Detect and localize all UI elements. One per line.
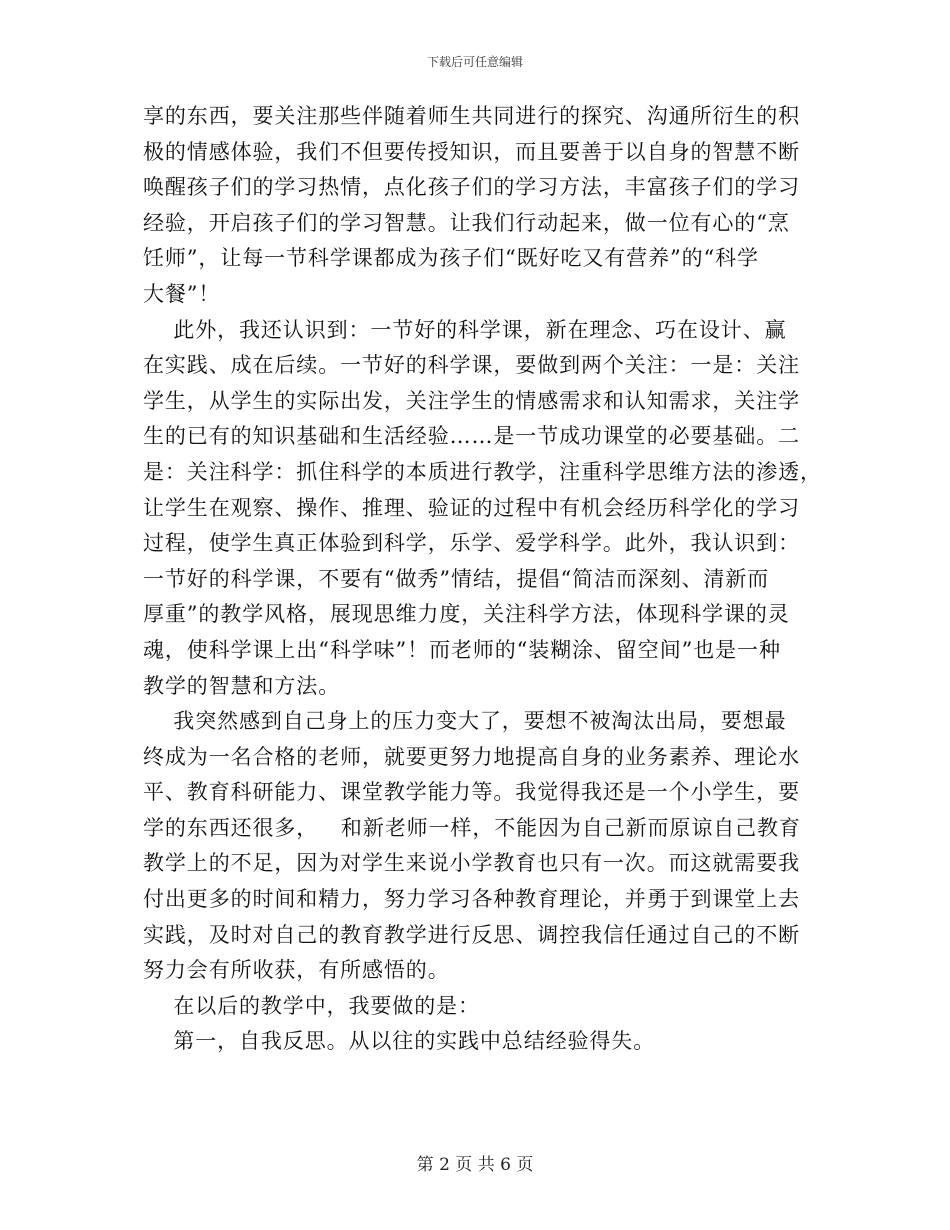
text-line: 在以后的教学中，我要做的是： [143, 993, 480, 1018]
document-body [143, 99, 822, 1060]
text-line: 厚重”的教学风格，展现思维力度，关注科学方法，体现科学课的灵 [143, 602, 790, 627]
text-line: 极的情感体验，我们不但要传授知识，而且要善于以自身的智慧不断 [143, 139, 800, 164]
text-line: 第一，自我反思。从以往的实践中总结经验得失。 [143, 1029, 656, 1054]
text-line: 教学的智慧和方法。 [143, 673, 341, 698]
page-header: 下载后可任意编辑 [426, 55, 523, 69]
text-line: 实践，及时对自己的教育教学进行反思、调控我信任通过自己的不断 [143, 922, 800, 947]
text-line: 是：关注科学：抓住科学的本质进行教学，注重科学思维方法的渗透， [143, 459, 822, 484]
text-line: 终成为一名合格的老师，就要更努力地提高自身的业务素养、理论水 [143, 744, 800, 769]
text-line: 过程，使学生真正体验到科学，乐学、爱学科学。此外，我认识到： [143, 531, 800, 556]
text-line: 学的东西还很多， 和新老师一样，不能因为自己新而原谅自己教育 [143, 815, 801, 840]
text-line: 我突然感到自己身上的压力变大了，要想不被淘汰出局，要想最 [143, 709, 787, 734]
text-line: 教学上的不足，因为对学生来说小学教育也只有一次。而这就需要我 [143, 851, 800, 876]
text-line: 一节好的科学课，不要有“做秀”情结，提倡“简洁而深刻、清新而 [143, 566, 770, 591]
page-footer: 第 2 页 共 6 页 [416, 1155, 534, 1175]
text-line: 平、教育科研能力、课堂教学能力等。我觉得我还是一个小学生，要 [143, 780, 800, 805]
text-line: 在实践、成在后续。一节好的科学课，要做到两个关注：一是：关注 [143, 353, 800, 378]
text-line: 唤醒孩子们的学习热情，点化孩子们的学习方法，丰富孩子们的学习 [143, 175, 800, 200]
text-line: 魂，使科学课上出“科学味”！而老师的“装糊涂、留空间”也是一种 [143, 637, 781, 662]
text-line: 付出更多的时间和精力，努力学习各种教育理论，并勇于到课堂上去 [143, 887, 800, 912]
text-line: 生的已有的知识基础和生活经验……是一节成功课堂的必要基础。二 [143, 424, 800, 449]
text-line: 大餐”！ [143, 281, 221, 306]
text-line: 让学生在观察、操作、推理、验证的过程中有机会经历科学化的学习 [143, 495, 800, 520]
text-line: 经验，开启孩子们的学习智慧。让我们行动起来，做一位有心的“烹 [143, 210, 790, 235]
text-line: 此外，我还认识到：一节好的科学课，新在理念、巧在设计、赢 [143, 317, 787, 342]
text-line: 学生，从学生的实际出发，关注学生的情感需求和认知需求，关注学 [143, 388, 800, 413]
text-line: 享的东西，要关注那些伴随着师生共同进行的探究、沟通所衍生的积 [143, 104, 800, 128]
text-line: 饪师”，让每一节科学课都成为孩子们“既好吃又有营养”的“科学 [143, 246, 759, 271]
text-line: 努力会有所收获，有所感悟的。 [143, 958, 450, 983]
